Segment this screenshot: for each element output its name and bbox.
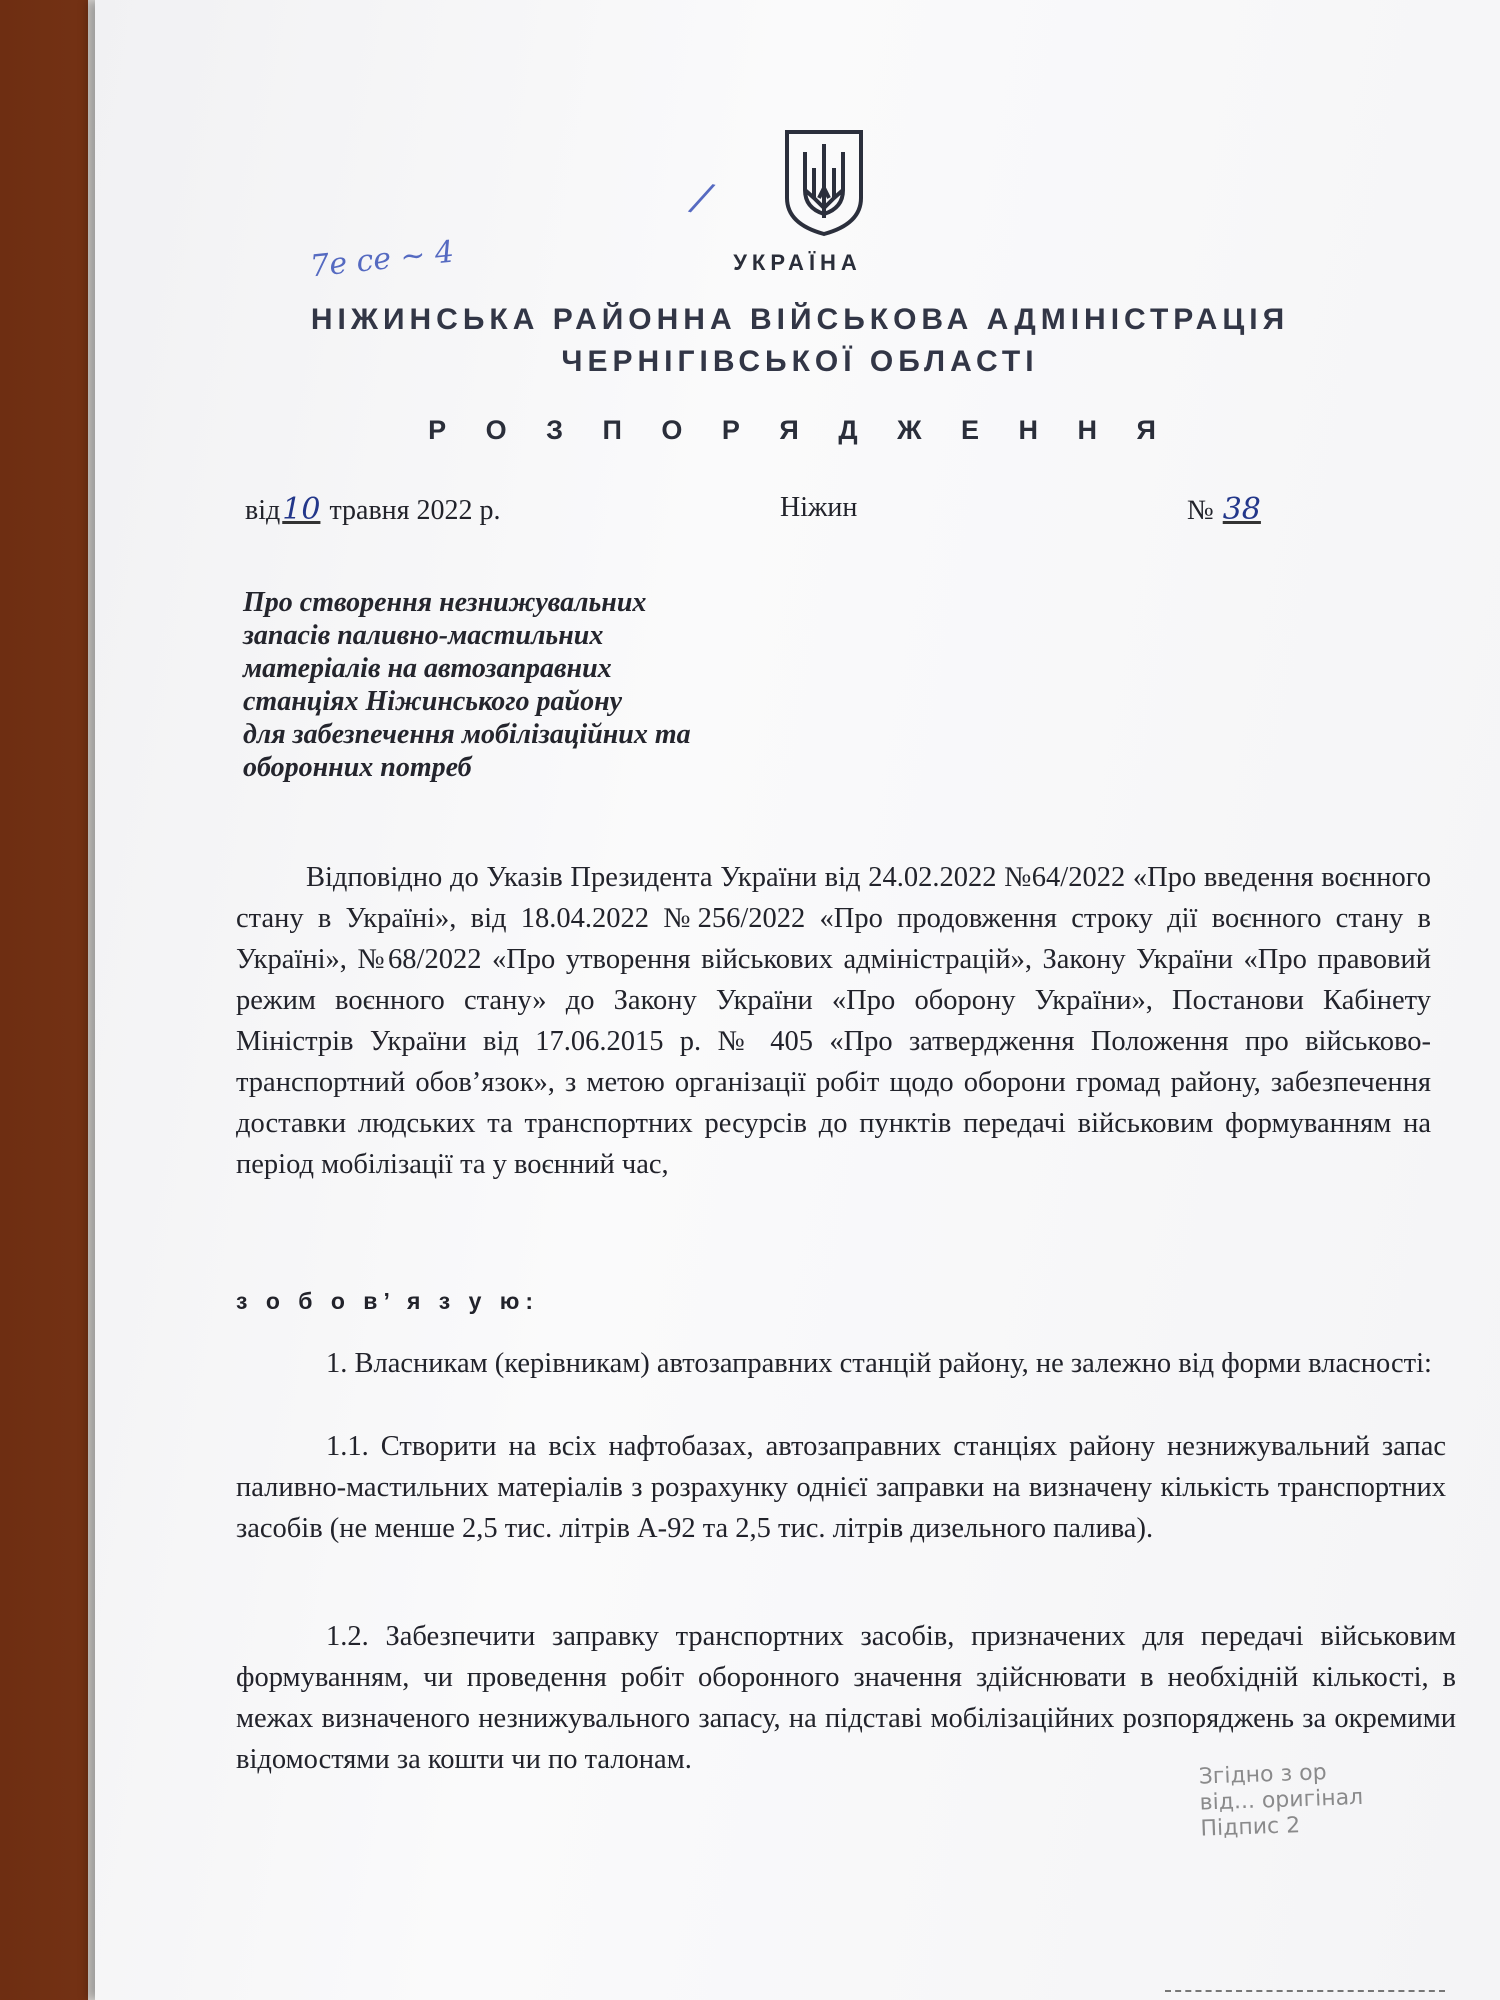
item-1-1: 1.1. Створити на всіх нафтобазах, автозаправних станціях району незнижувальний запас паливно-мастильних матеріалів з розрахунку однієї заправки на визначену кількість транспортних засобів (не менше 2,5 тис. літрів А-92 та 2,5 тис. літрів дизельного палива). bbox=[236, 1431, 1446, 1544]
organization-subtitle: ЧЕРНІГІВСЬКОЇ ОБЛАСТІ bbox=[561, 345, 1039, 378]
obligate-heading: з о б о в’ я з у ю: bbox=[236, 1288, 540, 1314]
stamp-line: від... оригінал bbox=[1199, 1784, 1364, 1816]
subject-line: Про створення незнижувальних bbox=[243, 587, 647, 618]
preamble-paragraph: Відповідно до Указів Президента України від 24.02.2022 №64/2022 «Про введення воєнного стану в Україні», від 18.04.2022 №256/2022 «Про продовження строку дії воєнного стану в Україні», №68/2022 «Про утворення військових адміністрацій», Закону України «Про правовий режим воєнного стану» до Закону України «Про оборону України», Постанови Кабінету Міністрів України від 17.06.2015 р. № 405 «Про затвердження Положення про військово-транспортний обов’язок», з метою організації робіт щодо оборони громад району, забезпечення доставки людських та транспортних ресурсів до пунктів передачі військовим формуванням на період мобілізації та у воєнний час, bbox=[236, 862, 1431, 1180]
copy-stamp bbox=[1198, 1759, 1364, 1864]
item-1-2: 1.2. Забезпечити заправку транспортних засобів, призначених для передачі військовим формуванням, чи проведення робіт оборонного значення здійснювати в необхідній кількості, в межах визначеного незнижувального запасу, на підставі мобілізаційних розпоряджень за окремими відомостями за кошти чи по талонам. bbox=[236, 1621, 1456, 1775]
number-value: 38 bbox=[1222, 492, 1261, 527]
document-type: Р О З П О Р Я Д Ж Е Н Н Я bbox=[428, 415, 1172, 445]
item-1: 1. Власникам (керівникам) автозаправних станцій району, не залежно від форми власності: bbox=[326, 1348, 1432, 1379]
handwritten-note: 7e ce ~ 4 bbox=[308, 234, 456, 285]
subject-line: станціях Ніжинського району bbox=[243, 686, 623, 717]
number-prefix: № bbox=[1187, 495, 1214, 526]
document-city: Ніжин bbox=[780, 492, 858, 523]
stamp-line: Згідно з ор bbox=[1198, 1760, 1328, 1790]
subject-line: для забезпечення мобілізаційних та bbox=[243, 719, 691, 750]
date-day: 10 bbox=[282, 492, 321, 527]
subject-block bbox=[243, 586, 863, 784]
handwritten-mark: / bbox=[689, 174, 715, 222]
date-rest: травня 2022 р. bbox=[329, 495, 501, 526]
document-number bbox=[1187, 492, 1263, 527]
organization-title: НІЖИНСЬКА РАЙОННА ВІЙСЬКОВА АДМІНІСТРАЦІЯ bbox=[310, 303, 1290, 336]
country-title: УКРАЇНА bbox=[733, 250, 862, 275]
subject-line: запасів паливно-мастильних bbox=[243, 620, 604, 651]
subject-line: матеріалів на автозаправних bbox=[243, 653, 612, 684]
document-page bbox=[95, 0, 1500, 2000]
document-date bbox=[245, 492, 501, 527]
subject-line: оборонних потреб bbox=[243, 752, 472, 783]
stamp-line: Підпис 2 bbox=[1200, 1813, 1301, 1842]
date-prefix: від bbox=[245, 495, 281, 526]
coat-of-arms-icon bbox=[783, 128, 865, 238]
page-bottom-marks bbox=[1165, 1990, 1445, 1995]
